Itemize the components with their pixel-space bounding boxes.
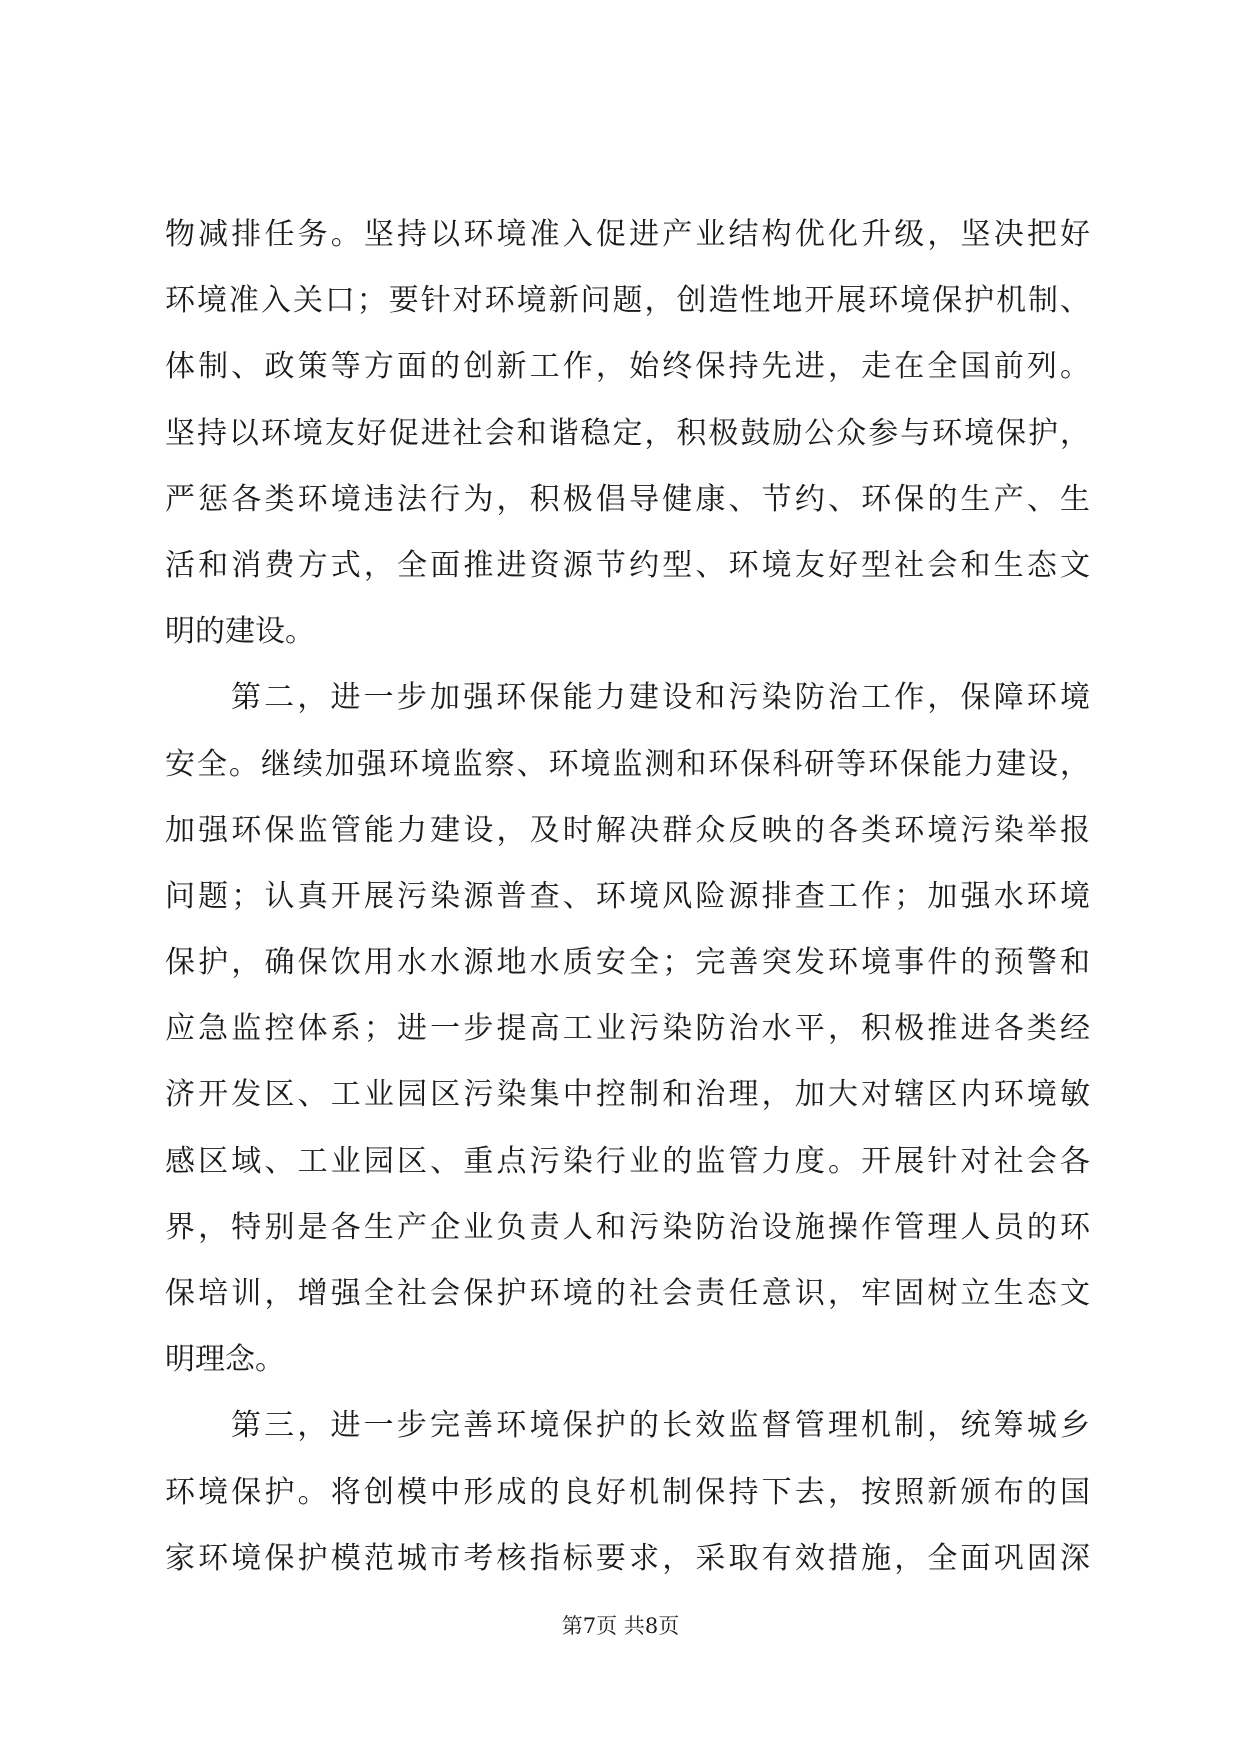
text-line: 应急监控体系；进一步提高工业污染防治水平，积极推进各类经: [165, 1011, 1090, 1047]
text-line: 严惩各类环境违法行为，积极倡导健康、节约、环保的生产、生: [165, 481, 1090, 517]
text-line: 家环境保护模范城市考核指标要求，采取有效措施，全面巩固深: [165, 1540, 1090, 1576]
text-line: 环境保护。将创模中形成的良好机制保持下去，按照新颁布的国: [165, 1474, 1090, 1510]
text-line: 济开发区、工业园区污染集中控制和治理，加大对辖区内环境敏: [165, 1077, 1090, 1113]
text-line: 界，特别是各生产企业负责人和污染防治设施操作管理人员的环: [165, 1209, 1090, 1245]
text-line: 加强环保监管能力建设，及时解决群众反映的各类环境污染举报: [165, 812, 1090, 848]
text-line: 安全。继续加强环境监察、环境监测和环保科研等环保能力建设，: [165, 746, 1090, 782]
text-line: 明理念。: [165, 1342, 285, 1378]
document-body: [165, 202, 1090, 1592]
text-line: 环境准入关口；要针对环境新问题，创造性地开展环境保护机制、: [165, 283, 1090, 319]
text-line: 坚持以环境友好促进社会和谐稳定，积极鼓励公众参与环境保护，: [165, 415, 1090, 451]
text-line: 活和消费方式，全面推进资源节约型、环境友好型社会和生态文: [165, 547, 1090, 583]
text-line: 保培训，增强全社会保护环境的社会责任意识，牢固树立生态文: [165, 1276, 1090, 1311]
page-number-footer: 第7页 共8页: [561, 1614, 680, 1638]
paragraph-start-line: 第三，进一步完善环境保护的长效监督管理机制，统筹城乡: [231, 1408, 1090, 1444]
text-line: 物减排任务。坚持以环境准入促进产业结构优化升级，坚决把好: [165, 217, 1090, 252]
text-line: 感区域、工业园区、重点污染行业的监管力度。开展针对社会各: [165, 1143, 1090, 1179]
text-line: 问题；认真开展污染源普查、环境风险源排查工作；加强水环境: [165, 878, 1090, 914]
text-line: 保护，确保饮用水水源地水质安全；完善突发环境事件的预警和: [165, 945, 1090, 981]
text-line: 体制、政策等方面的创新工作，始终保持先进，走在全国前列。: [165, 349, 1090, 385]
paragraph-start-line: 第二，进一步加强环保能力建设和污染防治工作，保障环境: [231, 680, 1090, 716]
text-line: 明的建设。: [165, 614, 315, 650]
